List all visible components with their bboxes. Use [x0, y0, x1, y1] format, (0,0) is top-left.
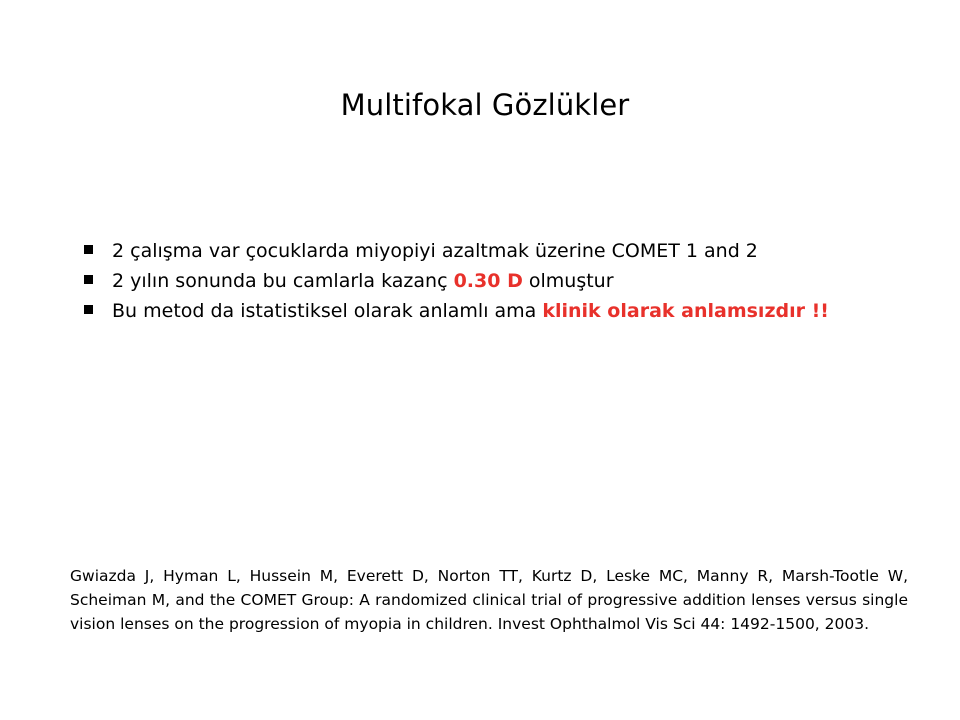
- bullet-list: [84, 236, 944, 326]
- bullet-highlight: klinik olarak anlamsızdır !!: [542, 300, 829, 322]
- slide-title: Multifokal Gözlükler: [340, 88, 630, 122]
- bullet-highlight: 0.30 D: [453, 270, 523, 292]
- bullet-item: [84, 296, 944, 326]
- bullet-item: [84, 266, 944, 296]
- bullet-item: [84, 236, 944, 266]
- square-bullet-icon: [84, 305, 93, 314]
- bullet-text: 2 çalışma var çocuklarda miyopiyi azaltmak üzerine COMET 1 and 2: [112, 240, 758, 262]
- square-bullet-icon: [84, 275, 93, 284]
- bullet-text: Bu metod da istatistiksel olarak anlamlı ama klinik olarak anlamsızdır !!: [112, 300, 829, 322]
- citation-text: Gwiazda J, Hyman L, Hussein M, Everett D, Norton TT, Kurtz D, Leske MC, Manny R, Marsh-Tootle W, Scheiman M, and the COMET Group: A randomized clinical trial of progressive addition lenses versus single vision lenses on the progression of myopia in children. Invest Ophthalmol Vis Sci 44: 1492-1500, 2003.: [70, 567, 908, 633]
- square-bullet-icon: [84, 245, 93, 254]
- bullet-text: 2 yılın sonunda bu camlarla kazanç 0.30 D olmuştur: [112, 270, 614, 292]
